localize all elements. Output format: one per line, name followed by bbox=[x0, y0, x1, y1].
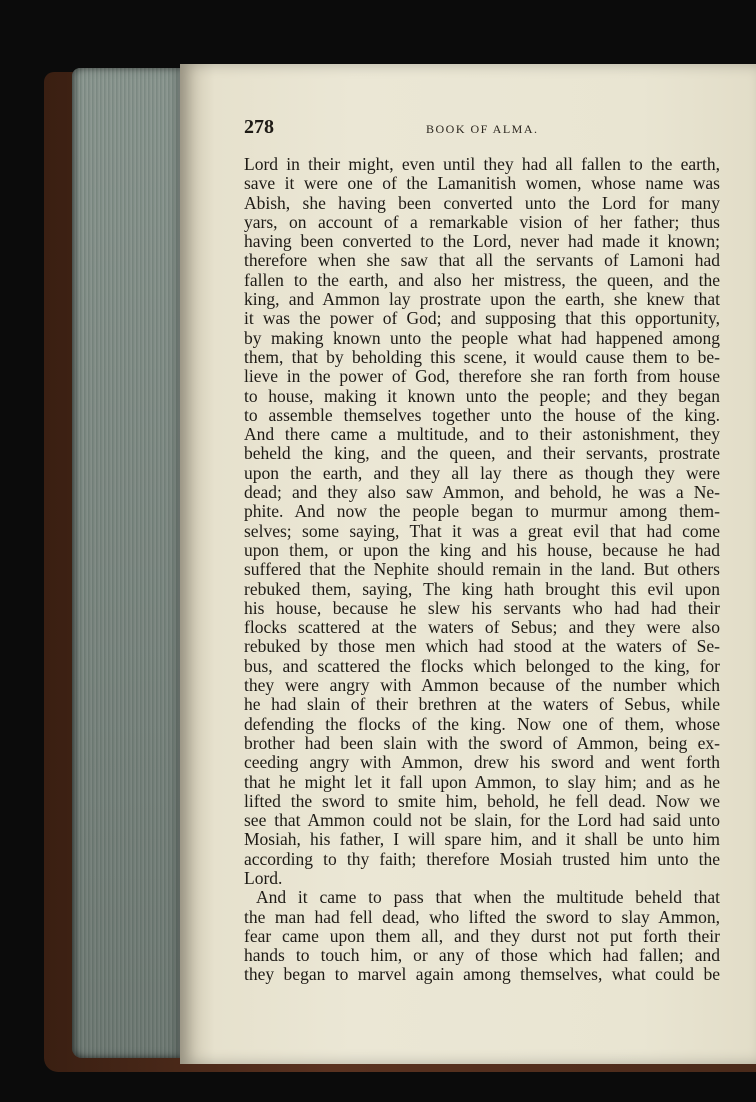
text-line: Mosiah, his father, I will spare him, and it shall be unto him bbox=[244, 829, 720, 850]
text-line: by making known unto the people what had happened among bbox=[244, 327, 720, 348]
text-line: selves; some saying, That it was a great evil that had come bbox=[244, 520, 720, 541]
text-line: dead; and they also saw Ammon, and behold, he was a Ne- bbox=[244, 482, 720, 503]
text-line: his house, because he slew his servants who had had their bbox=[244, 597, 720, 618]
text-line: they began to marvel again among themselves, what could be bbox=[244, 964, 720, 985]
text-line: defending the flocks of the king. Now one of them, whose bbox=[244, 713, 720, 734]
text-line: suffered that the Nephite should remain in the land. But others bbox=[244, 559, 720, 580]
text-line: hands to touch him, or any of those which had fallen; and bbox=[244, 945, 720, 966]
text-line: flocks scattered at the waters of Sebus; and they were also bbox=[244, 617, 720, 638]
page-edges bbox=[72, 68, 184, 1058]
text-line: they were angry with Ammon because of the number which bbox=[244, 675, 720, 696]
book-title: BOOK OF ALMA. bbox=[426, 122, 539, 136]
text-line: rebuked them, saying, The king hath brought this evil upon bbox=[244, 578, 720, 599]
text-line: save it were one of the Lamanitish women, whose name was bbox=[244, 173, 720, 194]
text-line: that he might let it fall upon Ammon, to slay him; and as he bbox=[244, 771, 720, 792]
text-line: king, and Ammon lay prostrate upon the earth, she knew that bbox=[244, 289, 720, 310]
page-number: 278 bbox=[244, 116, 274, 138]
text-line: see that Ammon could not be slain, for the Lord had said unto bbox=[244, 810, 720, 831]
running-head bbox=[244, 116, 744, 140]
text-line: lifted the sword to smite him, behold, he fell dead. Now we bbox=[244, 790, 720, 811]
text-line: fear came upon them all, and they durst not put forth their bbox=[244, 925, 720, 946]
text-line: fallen to the earth, and also her mistress, the queen, and the bbox=[244, 269, 720, 290]
text-line: rebuked by those men which had stood at the waters of Se- bbox=[244, 636, 720, 657]
text-line: beheld the king, and the queen, and their servants, prostrate bbox=[244, 443, 720, 464]
text-line: it was the power of God; and supposing that this opportunity, bbox=[244, 308, 720, 329]
text-line: lieve in the power of God, therefore she ran forth from house bbox=[244, 366, 720, 387]
text-line: to assemble themselves together unto the house of the king. bbox=[244, 404, 720, 425]
text-line: them, that by beholding this scene, it would cause them to be- bbox=[244, 346, 720, 367]
text-line: the man had fell dead, who lifted the sword to slay Ammon, bbox=[244, 906, 720, 927]
text-line: And it came to pass that when the multitude beheld that bbox=[256, 887, 720, 908]
text-line: phite. And now the people began to murmur among them- bbox=[244, 501, 720, 522]
text-line: having been converted to the Lord, never had made it known; bbox=[244, 231, 720, 252]
text-line: brother had been slain with the sword of Ammon, being ex- bbox=[244, 732, 720, 753]
text-line: And there came a multitude, and to their astonishment, they bbox=[244, 424, 720, 445]
text-line: upon the earth, and they all lay there as though they were bbox=[244, 462, 720, 483]
text-line: bus, and scattered the flocks which belonged to the king, for bbox=[244, 655, 720, 676]
body-text bbox=[244, 155, 720, 985]
text-line: therefore when she saw that all the servants of Lamoni had bbox=[244, 250, 720, 271]
text-line: upon them, or upon the king and his house, because he had bbox=[244, 539, 720, 560]
text-line: to house, making it known unto the people; and they began bbox=[244, 385, 720, 406]
text-line: yars, on account of a remarkable vision of her father; thus bbox=[244, 211, 720, 232]
text-line: Lord. bbox=[244, 867, 283, 888]
text-line: Lord in their might, even until they had all fallen to the earth, bbox=[244, 154, 720, 174]
text-line: Abish, she having been converted unto the Lord for many bbox=[244, 192, 720, 213]
text-line: according to thy faith; therefore Mosiah trusted him unto the bbox=[244, 848, 720, 869]
text-line: he had slain of their brethren at the waters of Sebus, while bbox=[244, 694, 720, 715]
text-line: ceeding angry with Ammon, drew his sword and went forth bbox=[244, 752, 720, 773]
